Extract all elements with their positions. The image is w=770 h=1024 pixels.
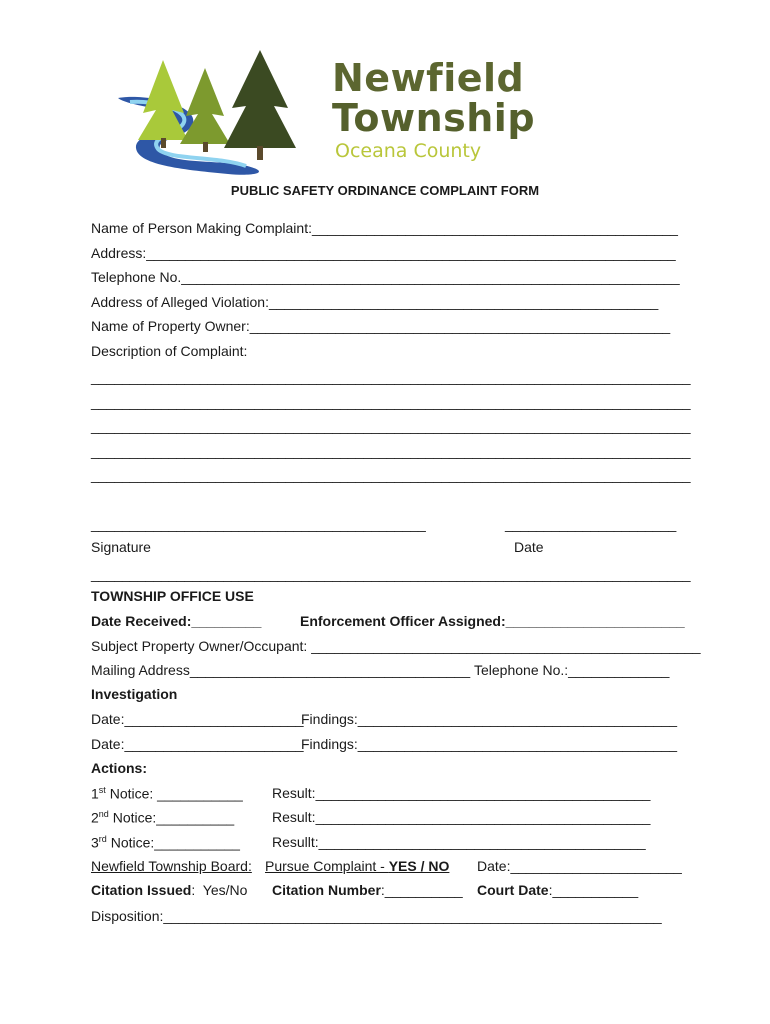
mailing-address-field[interactable]: Mailing Address____________________________________ [91, 662, 471, 678]
form-title: PUBLIC SAFETY ORDINANCE COMPLAINT FORM [230, 183, 540, 198]
investigation-date-field[interactable]: Date:_______________________ [91, 736, 304, 752]
third-result-field[interactable]: Resullt:__________________________________________ [272, 834, 646, 850]
township-board-label: Newfield Township Board: [91, 858, 252, 874]
board-date-field[interactable]: Date:______________________ [477, 858, 682, 874]
second-result-field[interactable]: Result:___________________________________________ [272, 809, 651, 825]
citation-number-field[interactable]: Citation Number:__________ [272, 882, 463, 898]
description-line[interactable]: _____________________________________________________________________________ [91, 418, 691, 434]
description-label: Description of Complaint: [91, 343, 248, 359]
investigation-date-field[interactable]: Date:_______________________ [91, 711, 304, 727]
telephone-field[interactable]: Telephone No.________________________________________________________________ [91, 269, 680, 285]
office-use-heading: TOWNSHIP OFFICE USE [91, 588, 254, 604]
complainant-name-field[interactable]: Name of Person Making Complaint:_______________________________________________ [91, 220, 678, 236]
date-label: Date [514, 539, 544, 555]
logo-line-county: Oceana County [335, 140, 482, 162]
owner-occupant-field[interactable]: Subject Property Owner/Occupant: __________________________________________________ [91, 638, 701, 654]
description-line[interactable]: _____________________________________________________________________________ [91, 443, 691, 459]
signature-line[interactable]: ___________________________________________ [91, 516, 426, 532]
third-notice-field[interactable]: 3rd Notice:___________ [91, 834, 240, 851]
disposition-field[interactable]: Disposition:________________________________________________________________ [91, 908, 662, 924]
property-owner-field[interactable]: Name of Property Owner:______________________________________________________ [91, 318, 671, 334]
pursue-complaint-field[interactable]: Pursue Complaint - YES / NO [265, 858, 450, 874]
court-date-field[interactable]: Court Date:___________ [477, 882, 639, 898]
address-field[interactable]: Address:____________________________________________________________________ [91, 245, 676, 261]
signature-label: Signature [91, 539, 151, 555]
description-line[interactable]: _____________________________________________________________________________ [91, 467, 691, 483]
logo-line-township: Township [332, 96, 536, 140]
violation-address-field[interactable]: Address of Alleged Violation:__________________________________________________ [91, 294, 659, 310]
section-divider: _____________________________________________________________________________ [91, 566, 691, 582]
investigation-findings-field[interactable]: Findings:_________________________________________ [301, 736, 678, 752]
investigation-findings-field[interactable]: Findings:_________________________________________ [301, 711, 678, 727]
logo-line-newfield: Newfield [332, 56, 525, 100]
officer-assigned-field[interactable]: _______________________ [505, 613, 685, 629]
citation-issued-field[interactable]: Citation Issued: Yes/No [91, 882, 248, 898]
actions-heading: Actions: [91, 760, 147, 776]
mailing-telephone-field[interactable]: Telephone No.:_____________ [474, 662, 670, 678]
first-result-field[interactable]: Result:___________________________________________ [272, 785, 651, 801]
date-line[interactable]: ______________________ [505, 516, 677, 532]
yes-no-choice[interactable]: YES / NO [388, 858, 450, 874]
second-notice-field[interactable]: 2nd Notice:__________ [91, 809, 235, 826]
date-received-field[interactable]: Date Received:_________ [91, 613, 262, 629]
first-notice-field[interactable]: 1st Notice: ___________ [91, 785, 243, 802]
officer-assigned-label: Enforcement Officer Assigned:_______________________ [300, 613, 685, 629]
description-line[interactable]: _____________________________________________________________________________ [91, 369, 691, 385]
description-line[interactable]: _____________________________________________________________________________ [91, 394, 691, 410]
investigation-heading: Investigation [91, 686, 178, 702]
